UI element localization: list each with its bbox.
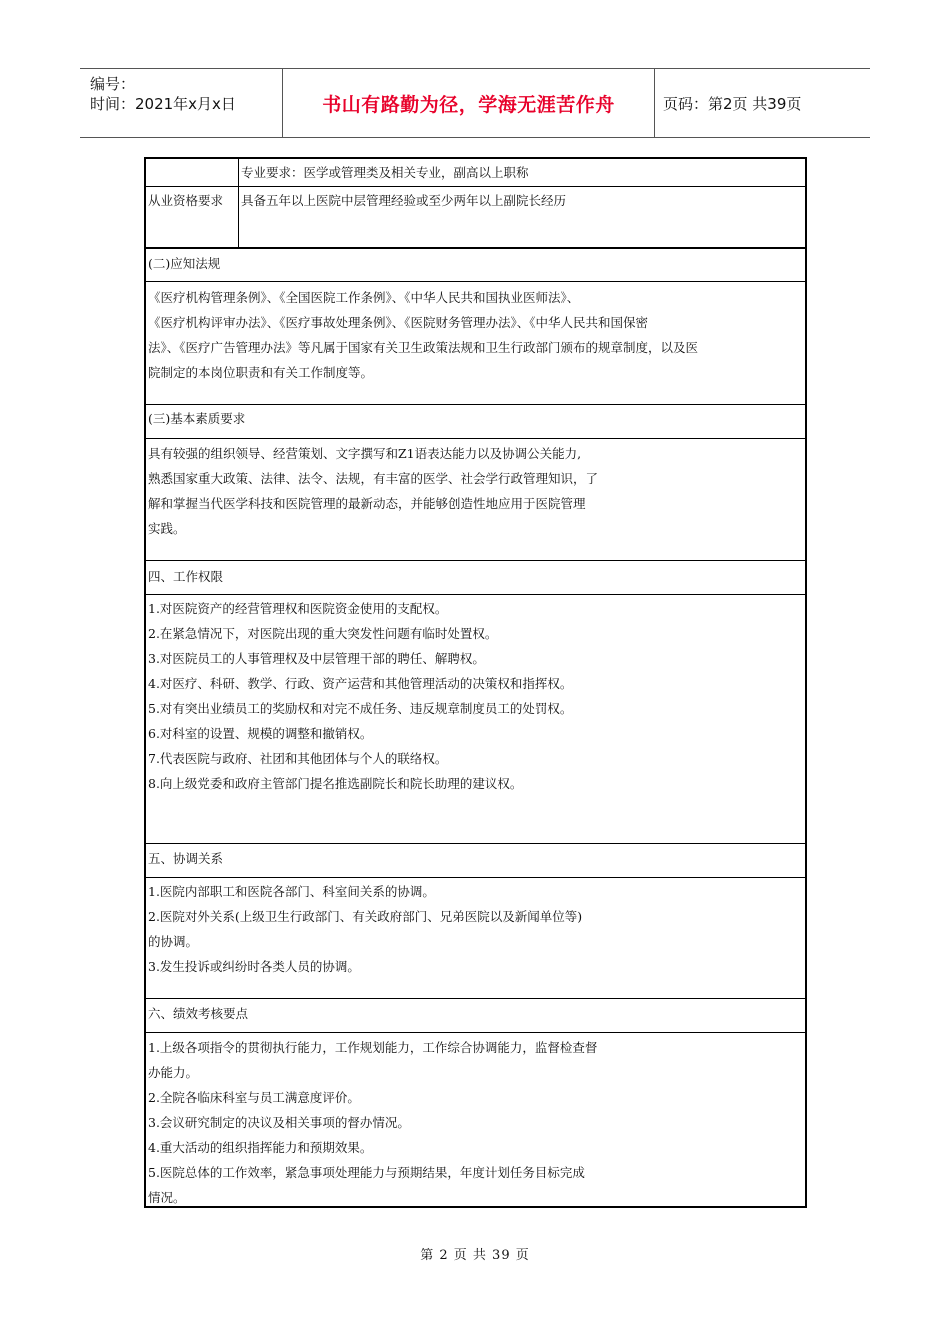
laws-line: 《医疗机构评审办法》、《医疗事故处理条例》、《医院财务管理办法》、《中华人民共和国保密 [148,315,649,330]
row-divider [146,281,805,282]
page-header [80,68,870,138]
performance-section-title: 六、绩效考核要点 [148,1006,249,1021]
authority-line: 4.对医疗、科研、教学、行政、资产运营和其他管理活动的决策权和指挥权。 [148,676,573,691]
row-divider [146,404,805,405]
row-divider [146,186,805,187]
quality-section-title: (三)基本素质要求 [148,411,246,426]
performance-line: 情况。 [148,1190,186,1205]
authority-line: 1.对医院资产的经营管理权和医院资金使用的支配权。 [148,601,448,616]
laws-section-title: (二)应知法规 [148,256,221,271]
laws-line: 院制定的本岗位职责和有关工作制度等。 [148,365,374,380]
doc-number-label: 编号： [90,75,136,93]
quality-line: 解和掌握当代医学科技和医院管理的最新动态，并能够创造性地应用于医院管理 [148,496,586,511]
row-divider [146,843,805,844]
major-requirement-text: 专业要求：医学或管理类及相关专业，副高以上职称 [241,165,529,180]
qualification-label: 从业资格要求 [148,193,224,208]
page-footer: 第 2 页 共 39 页 [420,1248,530,1263]
row-divider [146,247,805,249]
label-column-divider [238,159,239,247]
authority-line: 3.对医院员工的人事管理权及中层管理干部的聘任、解聘权。 [148,651,485,666]
row-divider [146,560,805,561]
authority-line: 5.对有突出业绩员工的奖励权和对完不成任务、违反规章制度员工的处罚权。 [148,701,573,716]
coordination-line: 的协调。 [148,934,199,949]
coordination-line: 3.发生投诉或纠纷时各类人员的协调。 [148,959,360,974]
row-divider [146,594,805,595]
authority-line: 7.代表医院与政府、社团和其他团体与个人的联络权。 [148,751,448,766]
authority-line: 6.对科室的设置、规模的调整和撤销权。 [148,726,373,741]
row-divider [146,1032,805,1033]
header-page-info: 页码：第2页 共39页 [663,94,802,113]
coordination-line: 2.医院对外关系(上级卫生行政部门、有关政府部门、兄弟医院以及新闻单位等) [148,909,583,924]
quality-line: 实践。 [148,521,186,536]
doc-time-label: 时间：2021年x月x日 [90,95,236,113]
coordination-line: 1.医院内部职工和医院各部门、科室间关系的协调。 [148,884,435,899]
authority-section-title: 四、工作权限 [148,569,224,584]
header-motto: 书山有路勤为径，学海无涯苦作舟 [283,69,655,137]
coordination-section-title: 五、协调关系 [148,851,224,866]
quality-line: 熟悉国家重大政策、法律、法令、法规，有丰富的医学、社会学行政管理知识，了 [148,471,599,486]
row-divider [146,998,805,999]
performance-line: 办能力。 [148,1065,199,1080]
performance-line: 2.全院各临床科室与员工满意度评价。 [148,1090,360,1105]
laws-line: 法》、《医疗广告管理办法》等凡属于国家有关卫生政策法规和卫生行政部门颁布的规章制度，以及医 [148,340,699,355]
laws-line: 《医疗机构管理条例》、《全国医院工作条例》、《中华人民共和国执业医师法》、 [148,290,580,305]
row-divider [146,438,805,439]
authority-line: 2.在紧急情况下，对医院出现的重大突发性问题有临时处置权。 [148,626,498,641]
row-divider [146,877,805,878]
job-description-table [144,157,807,1208]
performance-line: 1.上级各项指令的贯彻执行能力，工作规划能力，工作综合协调能力，监督检查督 [148,1040,598,1055]
authority-line: 8.向上级党委和政府主管部门提名推选副院长和院长助理的建议权。 [148,776,523,791]
qualification-value: 具备五年以上医院中层管理经验或至少两年以上副院长经历 [241,193,567,208]
header-meta-cell [80,69,283,137]
performance-line: 4.重大活动的组织指挥能力和预期效果。 [148,1140,373,1155]
performance-line: 3.会议研究制定的决议及相关事项的督办情况。 [148,1115,410,1130]
performance-line: 5.医院总体的工作效率，紧急事项处理能力与预期结果，年度计划任务目标完成 [148,1165,585,1180]
quality-line: 具有较强的组织领导、经营策划、文字撰写和Z1语表达能力以及协调公关能力, [148,446,582,461]
